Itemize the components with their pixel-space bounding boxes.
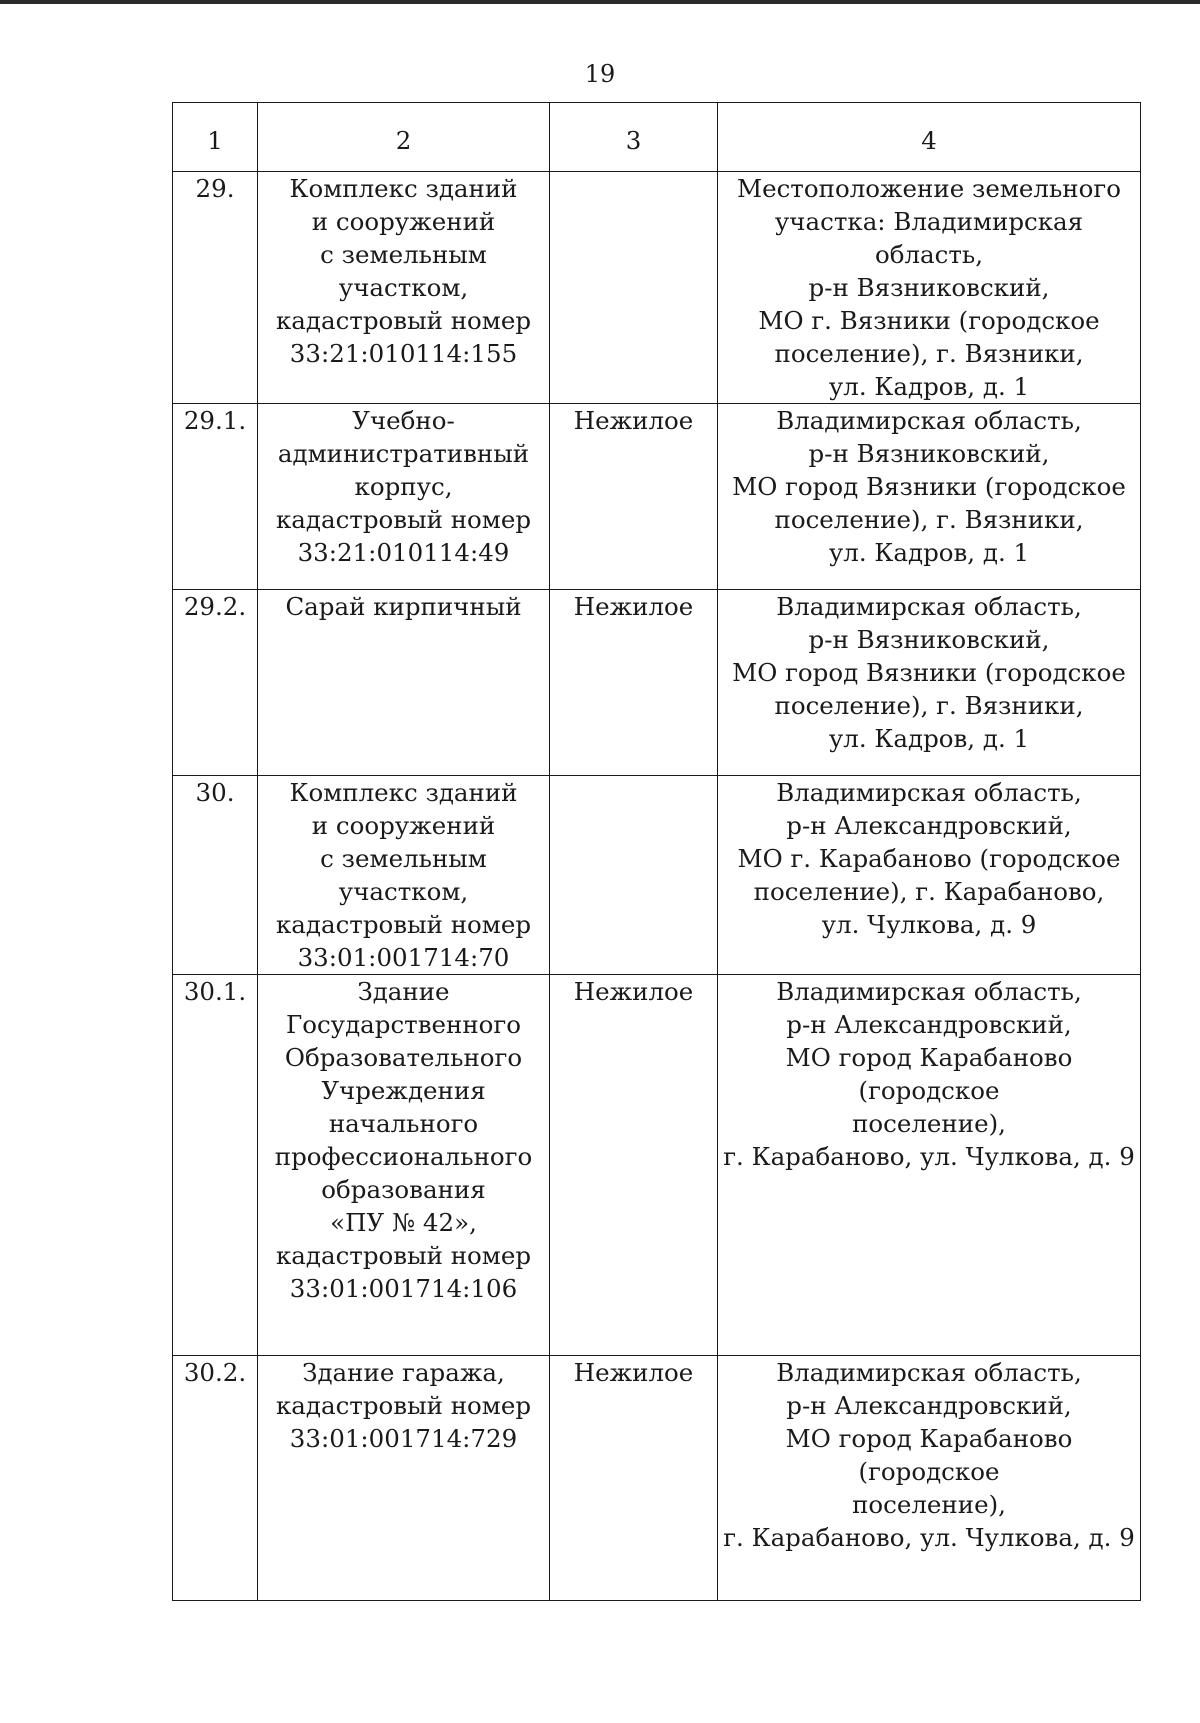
object-name: Здание Государственного Образовательного Учреждения начального профессионального образования «ПУ № 42», кадастровый номер 33:01:001714:106 xyxy=(258,975,550,1356)
object-name: Комплекс зданий и сооружений с земельным участком, кадастровый номер 33:21:010114:155 xyxy=(258,172,550,404)
object-address: Владимирская область, р-н Александровский, МО город Карабаново (городское поселение), г. Карабаново, ул. Чулкова, д. 9 xyxy=(718,1356,1141,1601)
object-address: Владимирская область, р-н Вязниковский, МО город Вязники (городское поселение), г. Вязники, ул. Кадров, д. 1 xyxy=(718,404,1141,590)
table-row xyxy=(173,975,1141,1356)
row-number: 29.2. xyxy=(173,590,258,776)
object-name: Комплекс зданий и сооружений с земельным участком, кадастровый номер 33:01:001714:70 xyxy=(258,776,550,975)
table-row xyxy=(173,404,1141,590)
table-row xyxy=(173,776,1141,975)
object-address: Владимирская область, р-н Александровский, МО город Карабаново (городское поселение), г. Карабаново, ул. Чулкова, д. 9 xyxy=(718,975,1141,1356)
table-header xyxy=(173,103,1141,172)
table-row xyxy=(173,590,1141,776)
object-name: Сарай кирпичный xyxy=(258,590,550,776)
row-number: 30.1. xyxy=(173,975,258,1356)
object-type xyxy=(550,172,718,404)
column-header-type: 3 xyxy=(550,103,718,172)
row-number: 29.1. xyxy=(173,404,258,590)
object-address: Местоположение земельного участка: Владимирская область, р-н Вязниковский, МО г. Вязники (городское поселение), г. Вязники, ул. Кадров, д. 1 xyxy=(718,172,1141,404)
property-table xyxy=(172,102,1141,1601)
table-row xyxy=(173,172,1141,404)
object-type: Нежилое xyxy=(550,975,718,1356)
object-name: Здание гаража, кадастровый номер 33:01:001714:729 xyxy=(258,1356,550,1601)
object-address: Владимирская область, р-н Вязниковский, МО город Вязники (городское поселение), г. Вязники, ул. Кадров, д. 1 xyxy=(718,590,1141,776)
scan-top-edge xyxy=(0,0,1200,4)
object-address: Владимирская область, р-н Александровский, МО г. Карабаново (городское поселение), г. Карабаново, ул. Чулкова, д. 9 xyxy=(718,776,1141,975)
column-header-address: 4 xyxy=(718,103,1141,172)
row-number: 30.2. xyxy=(173,1356,258,1601)
row-number: 30. xyxy=(173,776,258,975)
table-row xyxy=(173,1356,1141,1601)
row-number: 29. xyxy=(173,172,258,404)
object-type: Нежилое xyxy=(550,404,718,590)
page-number: 19 xyxy=(584,60,616,88)
object-type: Нежилое xyxy=(550,1356,718,1601)
object-name: Учебно- административный корпус, кадастровый номер 33:21:010114:49 xyxy=(258,404,550,590)
column-header-name: 2 xyxy=(258,103,550,172)
object-type xyxy=(550,776,718,975)
column-header-number: 1 xyxy=(173,103,258,172)
object-type: Нежилое xyxy=(550,590,718,776)
